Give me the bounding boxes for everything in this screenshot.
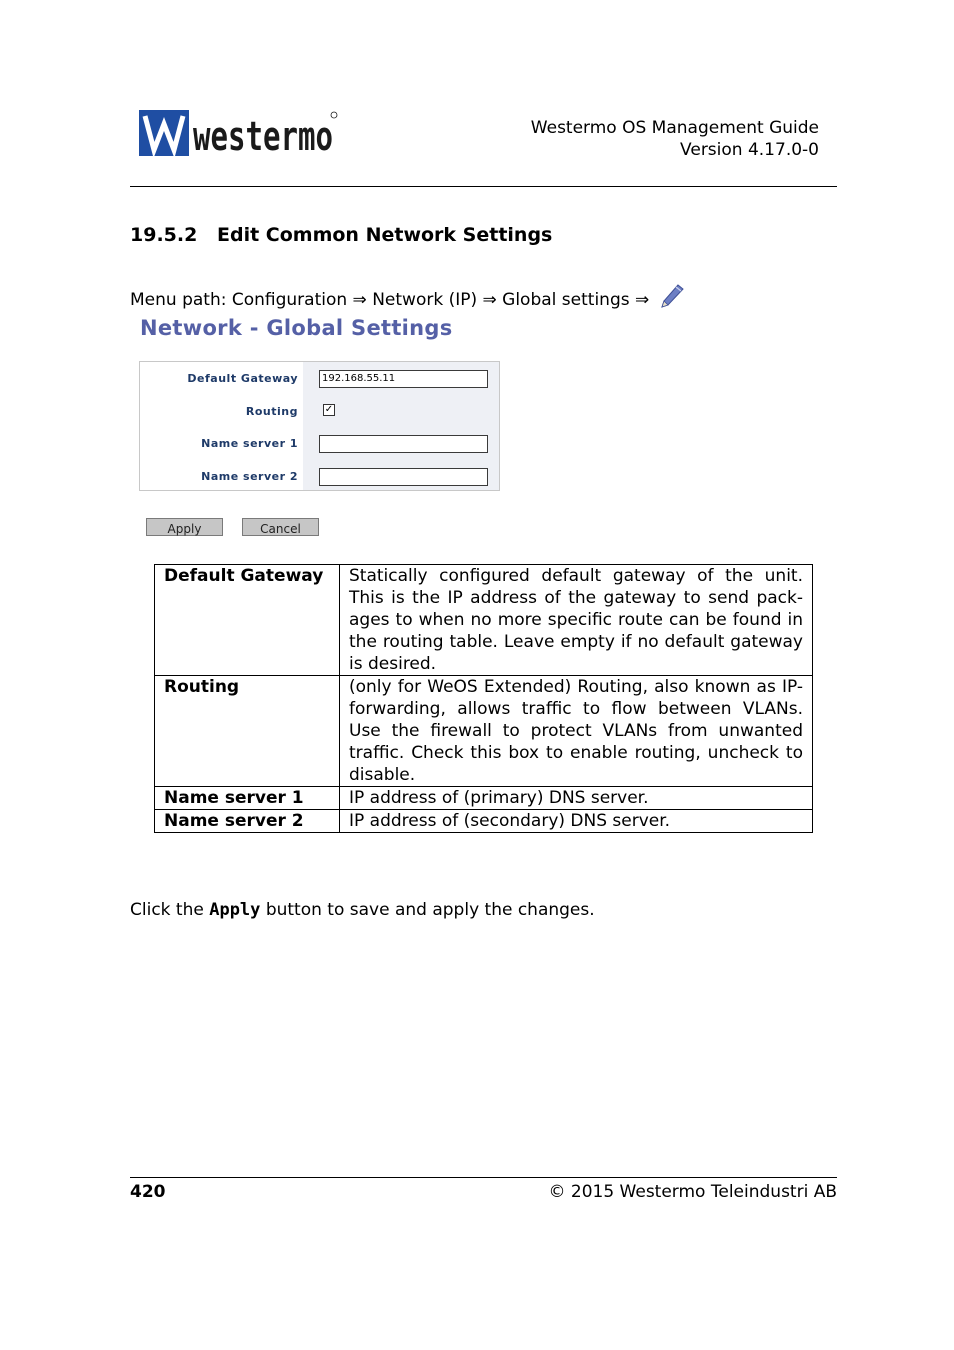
name-server-1-input[interactable] [319, 435, 488, 453]
cancel-button[interactable]: Cancel [242, 518, 319, 536]
westermo-logo [139, 110, 339, 158]
copyright [548, 1182, 837, 1202]
table-term: Routing [155, 676, 340, 787]
section-title: Edit Common Network Settings [217, 224, 553, 246]
name-server-2-label: Name server 2 [201, 470, 298, 483]
name-server-2-input[interactable] [319, 468, 488, 486]
global-settings-form [139, 361, 500, 491]
table-row [155, 565, 813, 676]
table-row [155, 810, 813, 833]
table-term: Name server 1 [155, 787, 340, 810]
table-row [155, 676, 813, 787]
default-gateway-label: Default Gateway [187, 372, 298, 385]
copyright-icon: © [548, 1182, 566, 1202]
section-number: 19.5.2 [130, 224, 198, 246]
table-description: Statically configured default gateway of the unit. This is the IP address of the gateway to send pack- ages to when no more specific route can be found in the routing table. Leave empty if no default gateway is desired. [340, 565, 813, 676]
pencil-icon [659, 283, 685, 314]
routing-label: Routing [245, 405, 298, 418]
table-description: IP address of (primary) DNS server. [340, 787, 813, 810]
menu-path-text: Menu path: Configuration ⇒ Network (IP) ⇒ Global settings ⇒ [130, 290, 650, 310]
closing-note-before: Click the [130, 900, 204, 920]
closing-note [130, 900, 595, 920]
copyright-text: 2015 Westermo Teleindustri AB [570, 1182, 837, 1202]
menu-path [130, 283, 685, 314]
table-description: IP address of (secondary) DNS server. [340, 810, 813, 833]
settings-description-table [154, 564, 813, 833]
doc-version: Version 4.17.0-0 [680, 140, 819, 160]
form-title: Network - Global Settings [140, 316, 453, 340]
table-row [155, 787, 813, 810]
page-number: 420 [130, 1182, 166, 1202]
svg-text:westermo: westermo [193, 114, 333, 160]
default-gateway-input[interactable] [319, 370, 488, 388]
apply-code: Apply [209, 900, 261, 920]
footer-rule [130, 1177, 837, 1178]
section-heading [130, 224, 552, 246]
doc-title: Westermo OS Management Guide [530, 118, 819, 138]
closing-note-after: button to save and apply the changes. [265, 900, 595, 920]
name-server-1-label: Name server 1 [201, 437, 298, 450]
routing-checkbox[interactable]: ✓ [324, 404, 334, 415]
apply-button[interactable]: Apply [146, 518, 223, 536]
header-rule [130, 186, 837, 187]
table-description: (only for WeOS Extended) Routing, also known as IP-forwarding, allows traffic to flow between VLANs. Use the firewall to protect VLANs from unwanted traffic. Check this box to enable routing, uncheck to disable. [340, 676, 813, 787]
table-term: Default Gateway [155, 565, 340, 676]
table-term: Name server 2 [155, 810, 340, 833]
